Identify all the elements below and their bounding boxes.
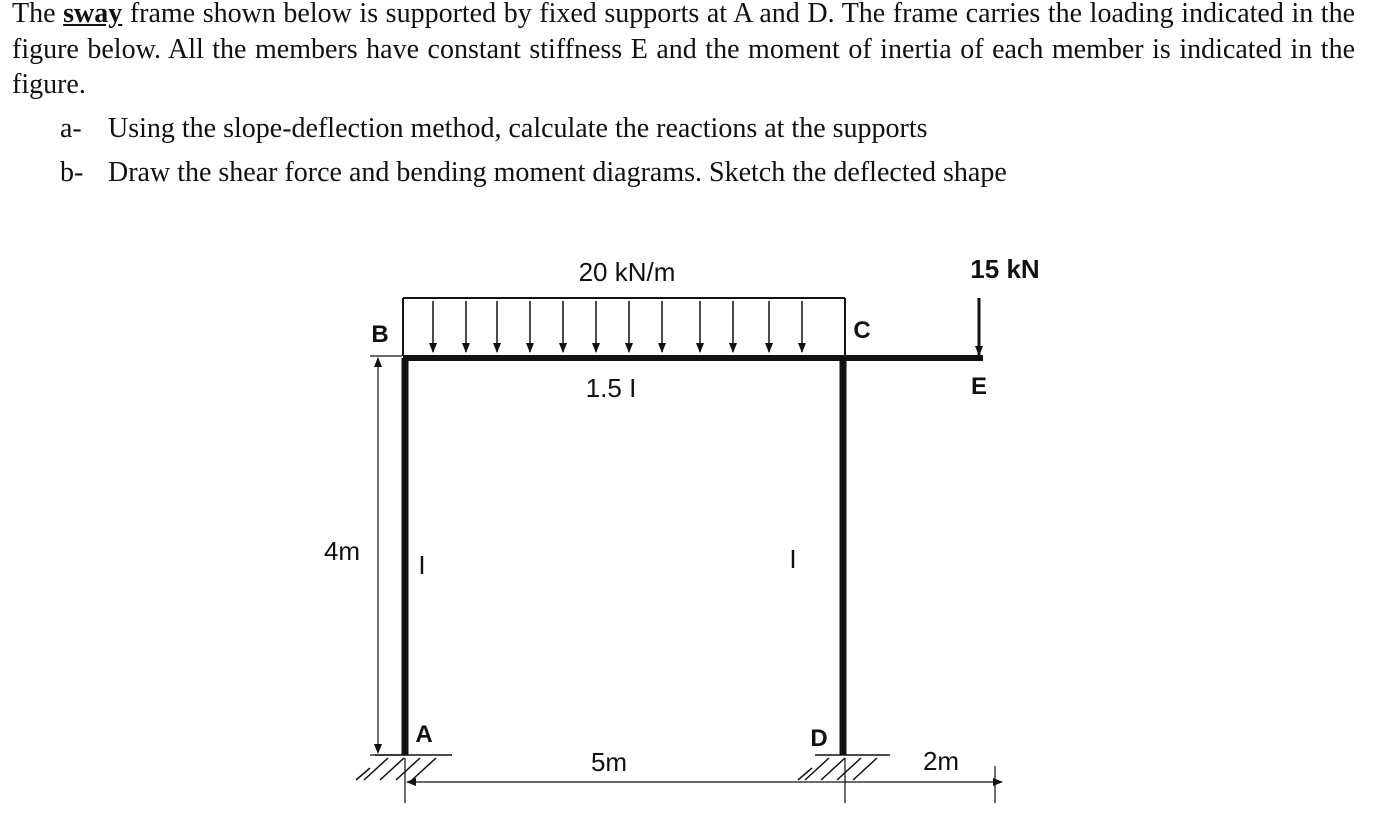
- fixed-support-d: [798, 755, 890, 780]
- node-label-b: B: [371, 321, 389, 348]
- node-label-e: E: [970, 373, 988, 400]
- right-column-inertia-label: I: [789, 544, 797, 574]
- distributed-load: [403, 298, 845, 356]
- problem-statement: The sway frame shown below is supported by fixed supports at A and D. The frame carries the loading indicated in the figure below. All the members have constant stiffness E and the moment of inertia of each member is indicated in the figure.: [12, 0, 1356, 100]
- udl-label: 20 kN/m: [578, 257, 676, 287]
- task-marker-a: a-: [60, 113, 82, 144]
- node-label-a: A: [415, 721, 433, 748]
- task-marker-b: b-: [60, 157, 84, 188]
- fixed-support-a: [356, 755, 452, 780]
- height-label: 4m: [323, 536, 361, 566]
- left-column-inertia-label: I: [418, 550, 426, 580]
- node-label-c: C: [853, 317, 871, 344]
- node-label-d: D: [810, 725, 828, 752]
- task-text-a: Using the slope-deflection method, calculate the reactions at the supports: [108, 113, 928, 144]
- task-text-b: Draw the shear force and bending moment diagrams. Sketch the deflected shape: [108, 157, 1007, 188]
- span-dimension: [405, 758, 1002, 803]
- overhang-label: 2m: [922, 746, 960, 776]
- point-load-label: 15 kN: [970, 254, 1040, 284]
- emphasis-sway: sway: [63, 0, 123, 29]
- height-dimension: [370, 356, 402, 755]
- span-label: 5m: [590, 747, 628, 777]
- beam-inertia-label: 1.5 I: [585, 373, 637, 403]
